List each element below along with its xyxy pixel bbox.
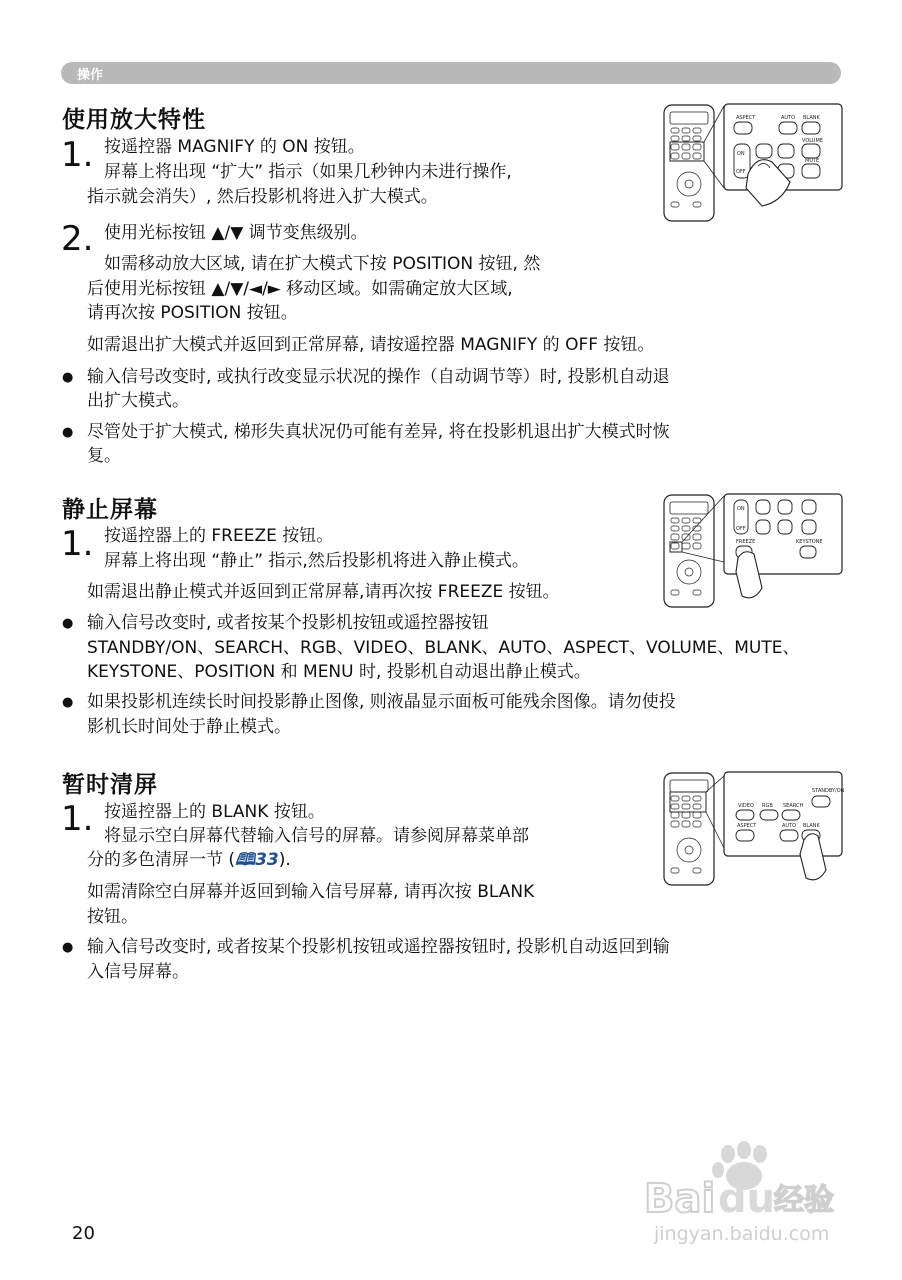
bullet-text: 复。 xyxy=(87,446,121,466)
step-number: 2. xyxy=(61,219,94,259)
bullet-text: 输入信号改变时, 或执行改变显示状况的操作（自动调节等）时, 投影机自动退 xyxy=(87,367,670,387)
page-number: 20 xyxy=(72,1223,95,1244)
bullet-text: 输入信号改变时, 或者按某个投影机按钮或遥控器按钮时, 投影机自动返回到输 xyxy=(87,937,670,957)
step-text: 将显示空白屏幕代替输入信号的屏幕。请参阅屏幕菜单部 xyxy=(104,826,529,846)
step-text: 后使用光标按钮 ▲/▼/◄/► 移动区域。如需确定放大区域, xyxy=(87,279,513,299)
step-number: 1. xyxy=(61,135,94,175)
step-text: 指示就会消失）, 然后投影机将进入扩大模式。 xyxy=(87,187,438,207)
svg-text:OFF: OFF xyxy=(736,169,746,175)
section-title-freeze: 静止屏幕 xyxy=(62,497,158,523)
svg-text:du: du xyxy=(718,1176,776,1222)
section-title-magnify: 使用放大特性 xyxy=(62,107,206,133)
svg-text:STANDBY/ON: STANDBY/ON xyxy=(812,788,844,794)
bullet-text: KEYSTONE、POSITION 和 MENU 时, 投影机自动退出静止模式。 xyxy=(87,662,591,682)
svg-text:ON: ON xyxy=(737,151,745,157)
svg-text:Bai: Bai xyxy=(644,1176,716,1222)
svg-text:OFF: OFF xyxy=(736,526,746,532)
remote-freeze-illustration xyxy=(662,492,844,610)
header-label: 操作 xyxy=(77,68,104,83)
bullet-text: 输入信号改变时, 或者按某个投影机按钮或遥控器按钮 xyxy=(87,613,489,633)
step-text-with-ref: 分的多色清屏一节 (🕮33). xyxy=(87,850,291,870)
svg-text:VIDEO: VIDEO xyxy=(738,803,754,809)
bullet-icon: ● xyxy=(62,695,74,710)
bullet-text: 尽管处于扩大模式, 梯形失真状况仍可能有差异, 将在投影机退出扩大模式时恢 xyxy=(87,422,670,442)
ref-page-number[interactable]: 33 xyxy=(255,850,279,870)
step-text: 按遥控器上的 BLANK 按钮。 xyxy=(104,802,325,822)
step-text: 按遥控器上的 FREEZE 按钮。 xyxy=(104,526,334,546)
svg-text:RGB: RGB xyxy=(762,803,773,809)
exit-note: 如需清除空白屏幕并返回到输入信号屏幕, 请再次按 BLANK xyxy=(87,882,535,902)
step-text: 屏幕上将出现 “扩大” 指示（如果几秒钟内未进行操作, xyxy=(104,162,512,182)
bullet-text: STANDBY/ON、SEARCH、RGB、VIDEO、BLANK、AUTO、ASPECT、VOLUME、MUTE、 xyxy=(87,638,800,658)
step-number: 1. xyxy=(61,524,94,564)
bullet-icon: ● xyxy=(62,940,74,955)
bullet-icon: ● xyxy=(62,425,74,440)
svg-text:BLANK: BLANK xyxy=(803,823,820,829)
svg-text:SEARCH: SEARCH xyxy=(783,803,804,809)
section-title-blank: 暂时清屏 xyxy=(62,772,158,798)
book-ref-icon: 🕮 xyxy=(235,850,256,870)
section-header-bar xyxy=(61,62,841,84)
remote-magnify-illustration xyxy=(662,102,844,226)
svg-text:ASPECT: ASPECT xyxy=(737,823,757,829)
step-text: 如需移动放大区域, 请在扩大模式下按 POSITION 按钮, 然 xyxy=(104,254,541,274)
bullet-text: 如果投影机连续长时间投影静止图像, 则液晶显示面板可能残余图像。请勿使投 xyxy=(87,692,676,712)
bullet-text: 入信号屏幕。 xyxy=(87,962,189,982)
svg-text:ASPECT: ASPECT xyxy=(736,115,756,121)
svg-text:KEYSTONE: KEYSTONE xyxy=(796,539,823,545)
svg-text:ON: ON xyxy=(737,506,745,512)
bullet-icon: ● xyxy=(62,616,74,631)
remote-blank-illustration xyxy=(662,770,844,890)
svg-text:AUTO: AUTO xyxy=(781,115,796,121)
step-text: 请再次按 POSITION 按钮。 xyxy=(87,303,298,323)
bullet-icon: ● xyxy=(62,370,74,385)
exit-note: 如需退出扩大模式并返回到正常屏幕, 请按遥控器 MAGNIFY 的 OFF 按钮。 xyxy=(87,335,655,355)
svg-text:AUTO: AUTO xyxy=(782,823,797,829)
exit-note: 如需退出静止模式并返回到正常屏幕,请再次按 FREEZE 按钮。 xyxy=(87,582,560,602)
step-text: 屏幕上将出现 “静止” 指示,然后投影机将进入静止模式。 xyxy=(104,551,529,571)
exit-note: 按钮。 xyxy=(87,907,138,927)
svg-text:经验: 经验 xyxy=(774,1183,834,1218)
svg-text:BLANK: BLANK xyxy=(803,115,820,121)
bullet-text: 出扩大模式。 xyxy=(87,391,189,411)
step-text: 按遥控器 MAGNIFY 的 ON 按钮。 xyxy=(104,137,365,157)
bullet-text: 影机长时间处于静止模式。 xyxy=(87,717,291,737)
step-text: 使用光标按钮 ▲/▼ 调节变焦级别。 xyxy=(104,223,368,243)
step-number: 1. xyxy=(61,799,94,839)
svg-text:FREEZE: FREEZE xyxy=(736,539,756,545)
svg-text:VOLUME: VOLUME xyxy=(802,138,823,144)
baidu-jingyan-watermark-logo xyxy=(640,1140,850,1250)
svg-text:MUTE: MUTE xyxy=(805,158,820,164)
svg-text:jingyan.baidu.com: jingyan.baidu.com xyxy=(654,1223,830,1245)
